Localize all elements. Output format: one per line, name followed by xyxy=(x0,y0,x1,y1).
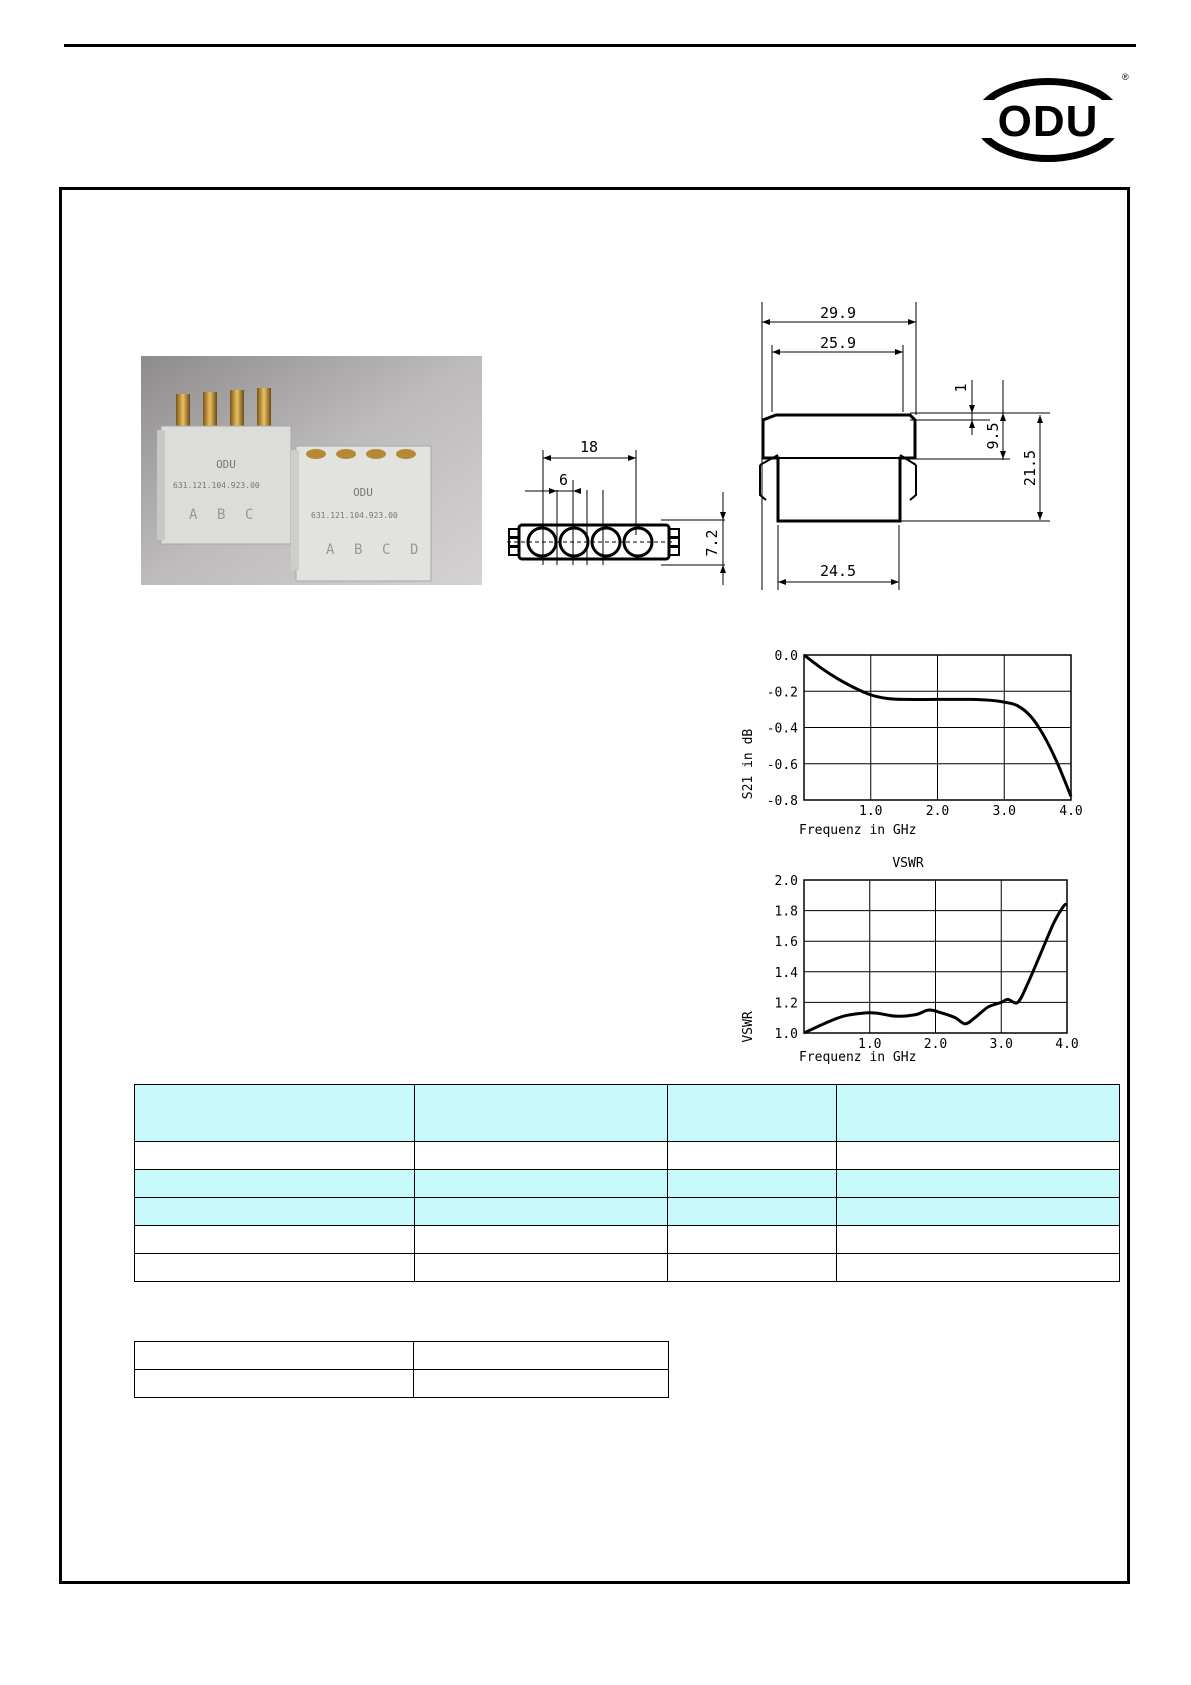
specs-table-row xyxy=(135,1142,1120,1170)
specs-table-cell xyxy=(414,1142,668,1170)
specs-table-cell xyxy=(837,1142,1120,1170)
odu-logo xyxy=(970,70,1130,166)
logo-registered: ® xyxy=(1122,72,1129,82)
specs-table-cell xyxy=(414,1170,668,1198)
ordering-table-row xyxy=(135,1342,669,1370)
photo-letter-c-right: C xyxy=(382,542,391,558)
dim-side-top-inner: 25.9 xyxy=(819,334,857,352)
ordering-table-row xyxy=(135,1370,669,1398)
specs-table-cell xyxy=(414,1226,668,1254)
specs-table-cell xyxy=(135,1142,415,1170)
vswr-chart xyxy=(735,855,1090,1070)
specs-table-cell xyxy=(414,1085,668,1142)
side-view-drawing xyxy=(750,300,1080,595)
specs-table-cell xyxy=(668,1142,837,1170)
specs-table-cell xyxy=(135,1198,415,1226)
photo-letter-b-left: B xyxy=(217,507,226,523)
vswr-x-tick-label: 2.0 xyxy=(923,1037,948,1052)
specs-table-row xyxy=(135,1170,1120,1198)
s21-y-tick-label: 0.0 xyxy=(774,649,798,664)
connector-right xyxy=(291,446,431,581)
header-rule xyxy=(64,44,1136,47)
dim-side-step: 1 xyxy=(952,383,970,393)
vswr-y-tick-label: 1.8 xyxy=(774,904,798,920)
specs-table-row xyxy=(135,1226,1120,1254)
specs-table-cell xyxy=(837,1170,1120,1198)
dim-side-total: 21.5 xyxy=(1021,449,1039,487)
photo-letter-a-left: A xyxy=(189,507,198,523)
s21-y-tick-label: -0.8 xyxy=(766,794,798,809)
photo-letter-d-right: D xyxy=(410,542,419,558)
specs-table-cell xyxy=(668,1254,837,1282)
specs-table-cell xyxy=(668,1170,837,1198)
s21-y-tick-label: -0.6 xyxy=(766,757,798,773)
vswr-y-tick-label: 1.6 xyxy=(774,935,798,951)
photo-letter-b-right: B xyxy=(354,542,363,558)
specs-table-cell xyxy=(668,1085,837,1142)
ordering-table xyxy=(134,1341,669,1398)
specs-table-cell xyxy=(668,1198,837,1226)
specs-table-cell xyxy=(414,1254,668,1282)
specs-table-cell xyxy=(135,1226,415,1254)
ordering-table-cell xyxy=(135,1342,414,1370)
s21-y-tick-label: -0.2 xyxy=(766,685,798,701)
s21-chart xyxy=(735,640,1090,840)
specs-table-row xyxy=(135,1254,1120,1282)
photo-badge-right: ODU xyxy=(353,486,373,499)
specs-table-row xyxy=(135,1198,1120,1226)
specs-table-row xyxy=(135,1085,1120,1142)
specs-table-cell xyxy=(837,1198,1120,1226)
specs-table xyxy=(134,1084,1120,1282)
specs-table-cell xyxy=(414,1198,668,1226)
logo-text: ODU xyxy=(997,97,1099,146)
product-photo xyxy=(141,356,482,585)
vswr-ylabel: VSWR xyxy=(741,1011,756,1043)
specs-table-cell xyxy=(668,1226,837,1254)
dim-side-upper: 9.5 xyxy=(984,422,1002,450)
vswr-x-tick-label: 3.0 xyxy=(989,1037,1013,1052)
vswr-y-tick-label: 1.2 xyxy=(774,996,798,1012)
s21-x-tick-label: 4.0 xyxy=(1059,804,1083,819)
photo-part-number-right: 631.121.104.923.00 xyxy=(311,511,398,520)
photo-part-number-left: 631.121.104.923.00 xyxy=(173,481,260,490)
vswr-y-tick-label: 2.0 xyxy=(774,874,798,889)
specs-table-cell xyxy=(135,1170,415,1198)
specs-table-cell xyxy=(135,1254,415,1282)
s21-ylabel: S21 in dB xyxy=(741,728,756,800)
vswr-xlabel: Frequenz in GHz xyxy=(799,1050,917,1065)
s21-xlabel: Frequenz in GHz xyxy=(799,823,917,838)
s21-y-tick-label: -0.4 xyxy=(766,721,798,737)
dim-front-width: 18 xyxy=(579,438,599,456)
s21-x-tick-label: 1.0 xyxy=(859,804,883,819)
ordering-table-cell xyxy=(135,1370,414,1398)
vswr-x-tick-label: 4.0 xyxy=(1055,1037,1079,1052)
specs-table-cell xyxy=(837,1085,1120,1142)
dim-side-top-outer: 29.9 xyxy=(819,304,857,322)
dim-side-bottom: 24.5 xyxy=(819,562,857,580)
dim-front-height: 7.2 xyxy=(703,529,721,557)
s21-x-tick-label: 3.0 xyxy=(992,804,1016,819)
ordering-table-cell xyxy=(414,1342,669,1370)
front-view-drawing xyxy=(495,430,735,590)
vswr-y-tick-label: 1.0 xyxy=(774,1027,798,1042)
photo-letter-c-left: C xyxy=(245,507,254,523)
vswr-x-tick-label: 1.0 xyxy=(858,1037,882,1052)
specs-table-cell xyxy=(135,1085,415,1142)
photo-badge-left: ODU xyxy=(216,458,236,471)
vswr-y-tick-label: 1.4 xyxy=(774,965,798,981)
dim-front-pitch: 6 xyxy=(559,471,569,489)
specs-table-cell xyxy=(837,1254,1120,1282)
s21-x-tick-label: 2.0 xyxy=(925,804,950,819)
photo-letter-a-right: A xyxy=(326,542,335,558)
vswr-title: VSWR xyxy=(892,856,924,871)
ordering-table-cell xyxy=(414,1370,669,1398)
specs-table-cell xyxy=(837,1226,1120,1254)
